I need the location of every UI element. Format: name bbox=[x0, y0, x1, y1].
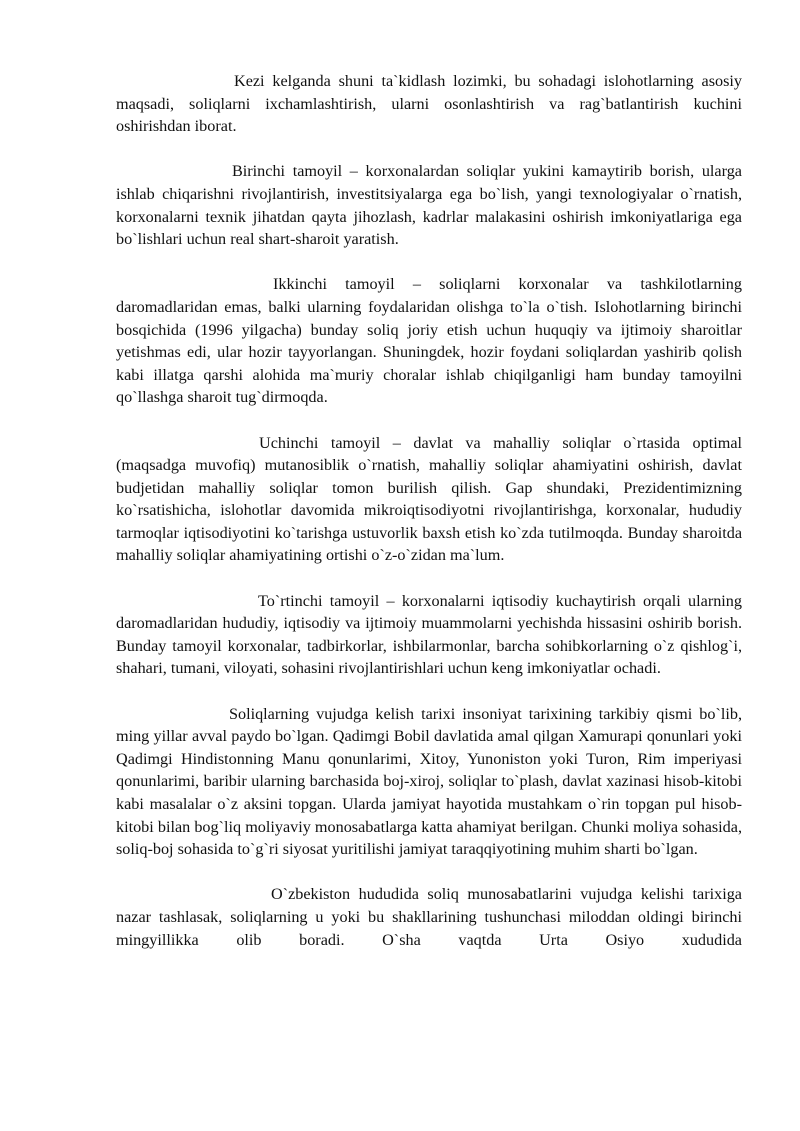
paragraph-uzbekistan-history: O`zbekiston hududida soliq munosabatlarini vujudga kelishi tarixiga nazar tashlasak, soliqlarning u yoki bu shakllarining tushunchasi miloddan oldingi birinchi mingyillikka olib boradi. O`sha vaqtda Urta Osiyo xududida bbox=[116, 885, 742, 949]
paragraph-principle-2: Ikkinchi tamoyil – soliqlarni korxonalar va tashkilotlarning daromadlaridan emas, balki ularning foydalaridan olishga to`la o`tish. Islohotlarning birinchi bosqichida (1996 yilgacha) bunday soliq joriy etish uchun huquqiy va ijtimoiy sharoitlar yetishmas edi, ular hozir tayyorlangan. Shuningdek, hozir foydani soliqlardan yashirib qolish kabi illatga qarshi alohida ma`muriy choralar ishlab chiqilganligi ham bunday tamoyilni qo`llashga sharoit tug`dirmoqda. bbox=[116, 275, 742, 407]
paragraph-intro: Kezi kelganda shuni ta`kidlash lozimki, bu sohadagi islohotlarning asosiy maqsadi, soliqlarni ixchamlashtirish, ularni osonlashtirish va rag`batlantirish kuchini oshirishdan iborat. bbox=[116, 72, 742, 136]
paragraph-tax-history: Soliqlarning vujudga kelish tarixi insoniyat tarixining tarkibiy qismi bo`lib, ming yillar avval paydo bo`lgan. Qadimgi Bobil davlatida amal qilgan Xamurapi qonunlari yoki Qadimgi Hindistonning Manu qonunlarimi, Xitoy, Yunoniston yoki Turon, Rim imperiyasi qonunlarimi, baribir ularning barchasida boj-xiroj, soliqlar to`plash, davlat xazinasi hisob-kitobi kabi masalalar o`z aksini topgan. Ularda jamiyat hayotida mustahkam o`rin topgan pul hisob-kitobi bilan bog`liq moliyaviy monosabatlarga katta ahamiyat berilgan. Chunki moliya sohasida, soliq-boj sohasida to`g`ri siyosat yuritilishi jamiyat taraqqiyotining muhim sharti bo`lgan. bbox=[116, 704, 742, 859]
document-page bbox=[116, 70, 742, 951]
paragraph-principle-3: Uchinchi tamoyil – davlat va mahalliy soliqlar o`rtasida optimal (maqsadga muvofiq) mutanosiblik o`rnatish, mahalliy soliqlar ahamiyatini oshirish, davlat budjetidan mahalliy soliqlar tomon burilish qilish. Gap shundaki, Prezidentimizning ko`rsatishicha, islohotlar davomida mikroiqtisodiyotni rivojlantirishga, korxonalar, hududiy tarmoqlar iqtisodiyotini ko`tarishga ustuvorlik baxsh etish ko`zda tutilmoqda. Bunday sharoitda mahalliy soliqlar ahamiyatining ortishi o`z-o`zidan ma`lum. bbox=[116, 433, 742, 565]
paragraph-principle-4: To`rtinchi tamoyil – korxonalarni iqtisodiy kuchaytirish orqali ularning daromadlaridan hududiy, iqtisodiy va ijtimoiy muammolarni yechishda hissasini oshirib borish. Bunday tamoyil korxonalar, tadbirkorlar, ishbilarmonlar, barcha sohibkorlarning o`z qishlog`i, shahari, tumani, viloyati, sohasini rivojlantirishlari uchun keng imkoniyatlar ochadi. bbox=[116, 591, 742, 678]
paragraph-principle-1: Birinchi tamoyil – korxonalardan soliqlar yukini kamaytirib borish, ularga ishlab chiqarishni rivojlantirish, investitsiyalarga ega bo`lish, yangi texnologiyalar o`rnatish, korxonalarni texnik jihatdan qayta jihozlash, kadrlar malakasini oshirish imkoniyatlariga ega bo`lishlari uchun real shart-sharoit yaratish. bbox=[116, 162, 742, 249]
